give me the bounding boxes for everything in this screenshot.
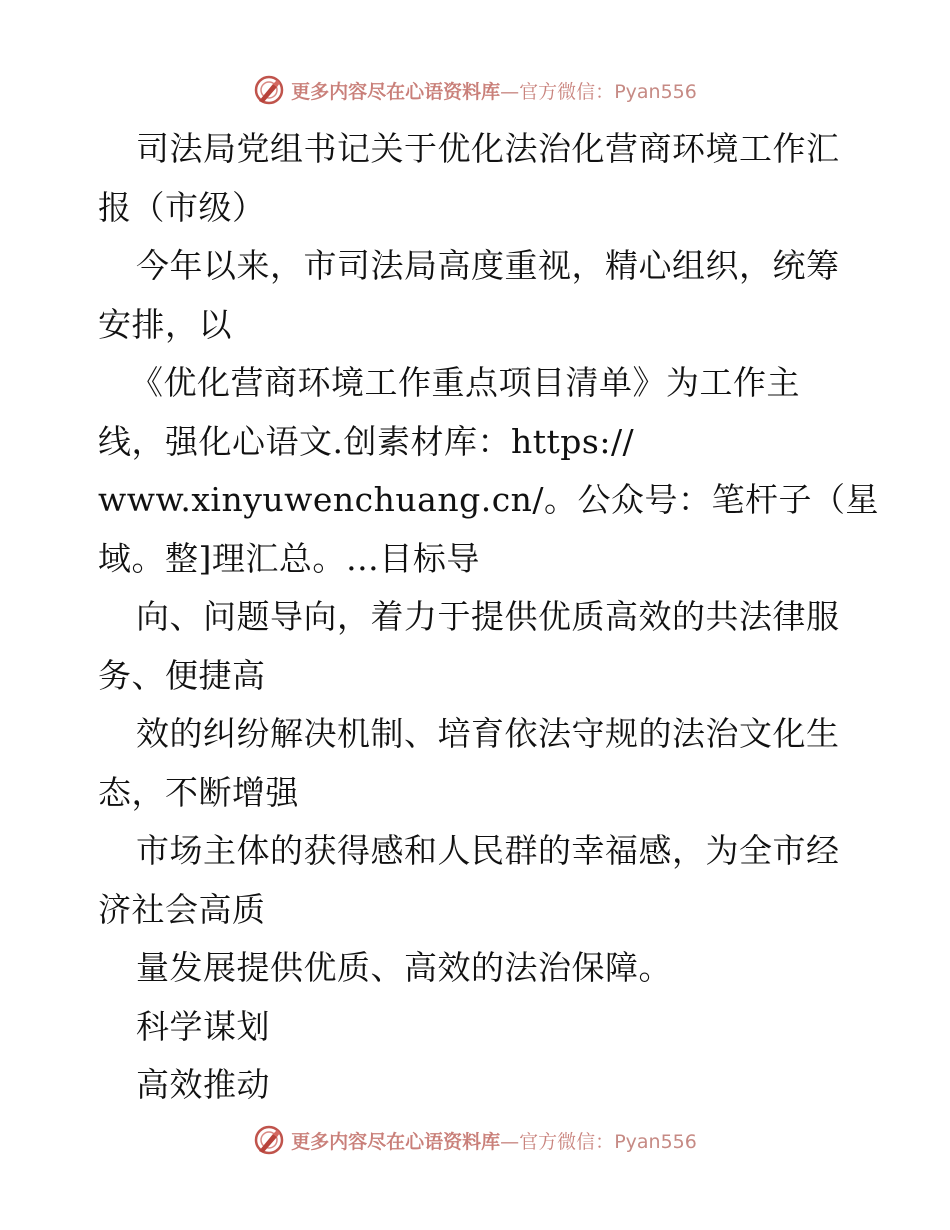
paragraph-line: 济社会高质: [98, 889, 266, 929]
separator: —: [500, 1130, 520, 1153]
promo-text: 更多内容尽在心语资料库: [291, 80, 501, 103]
section-heading: 科学谋划: [136, 1006, 270, 1046]
paragraph-line: 务、便捷高: [98, 655, 266, 695]
pen-circle-logo-icon: [253, 74, 285, 106]
watermark-text: [291, 77, 697, 104]
title-line-1: 司法局党组书记关于优化法治化营商环境工作汇: [136, 129, 840, 168]
pen-circle-logo-icon: [253, 1124, 285, 1156]
title-line-2: 报（市级）: [98, 187, 266, 227]
paragraph-line: 向、问题导向，着力于提供优质高效的共法律服: [136, 597, 840, 636]
paragraph-line: 《优化营商环境工作重点项目清单》为工作主: [130, 363, 800, 402]
wechat-label: 官方微信：: [519, 1130, 615, 1153]
wechat-id: Pyan556: [614, 80, 697, 103]
paragraph-line: 效的纠纷解决机制、培育依法守规的法治文化生: [136, 714, 840, 753]
paragraph-line: 市场主体的获得感和人民群的幸福感，为全市经: [136, 831, 840, 870]
wechat-label: 官方微信：: [519, 80, 615, 103]
paragraph-line: 域。整]理汇总。…目标导: [98, 538, 480, 578]
paragraph-line: 线，强化心语文.创素材库：https://: [98, 421, 635, 461]
paragraph-line: 安排，以: [98, 304, 232, 344]
document-body: [98, 120, 880, 1115]
separator: —: [500, 80, 520, 103]
footer-watermark: [0, 1120, 950, 1160]
paragraph-line: www.xinyuwenchuang.cn/。公众号：笔杆子（星: [98, 480, 880, 519]
paragraph-line: 量发展提供优质、高效的法治保障。: [136, 948, 672, 987]
watermark-text: [291, 1127, 697, 1154]
section-heading: 高效推动: [136, 1065, 270, 1104]
header-watermark: [0, 70, 950, 110]
wechat-id: Pyan556: [614, 1130, 697, 1153]
promo-text: 更多内容尽在心语资料库: [291, 1130, 501, 1153]
paragraph-line: 今年以来，市司法局高度重视，精心组织，统筹: [136, 246, 840, 285]
paragraph-line: 态，不断增强: [98, 772, 299, 812]
